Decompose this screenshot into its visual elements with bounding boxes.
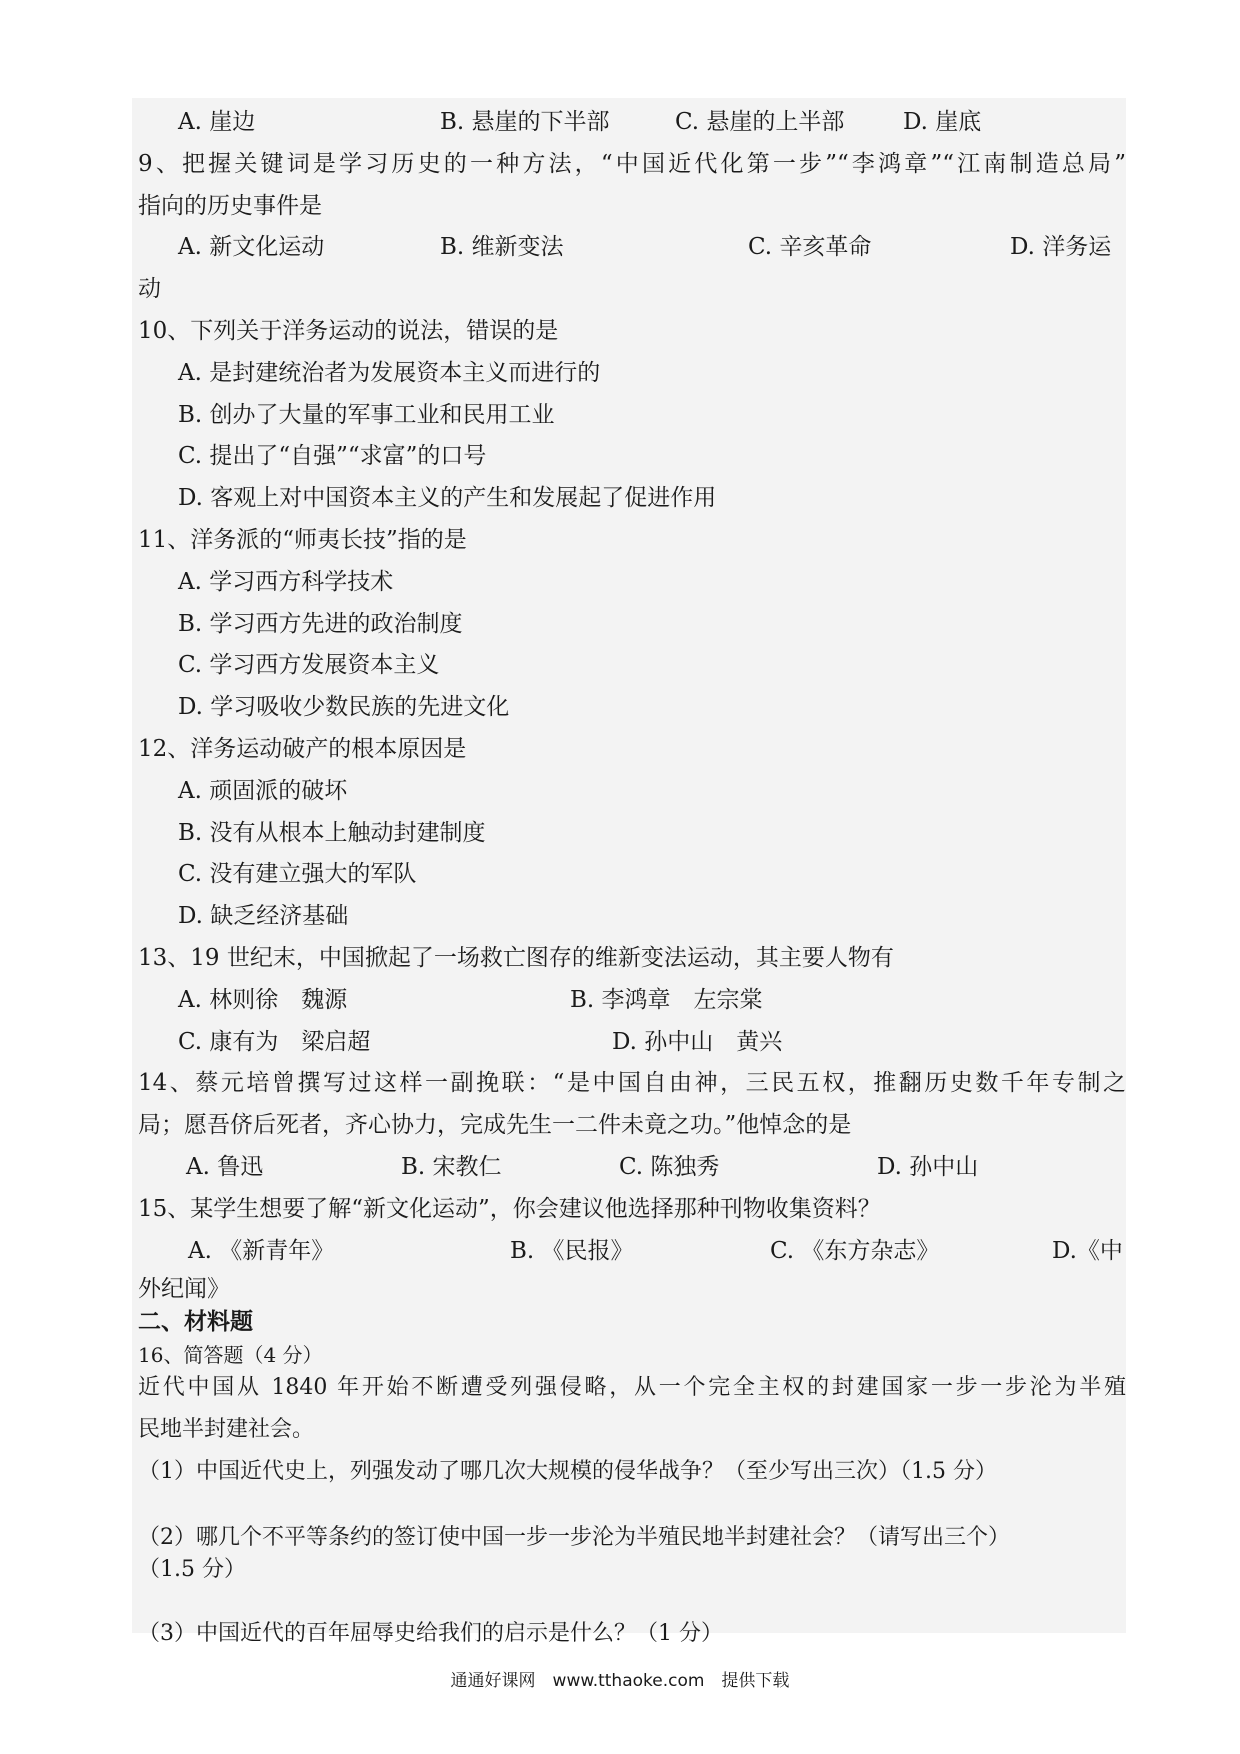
q14-option-b: B. 宋教仁	[401, 1153, 502, 1180]
q11-stem: 11、洋务派的“师夷长技”指的是	[138, 526, 467, 553]
q9-option-a: A. 新文化运动	[178, 234, 325, 261]
q13-stem: 13、19 世纪末，中国掀起了一场救亡图存的维新变法运动，其主要人物有	[138, 944, 894, 971]
q11-option-b: B. 学习西方先进的政治制度	[178, 610, 463, 637]
q16-sub3: （3）中国近代的百年屈辱史给我们的启示是什么？（1 分）	[138, 1621, 723, 1647]
q8-options	[138, 102, 1126, 144]
q10-option-b: B. 创办了大量的军事工业和民用工业	[178, 401, 555, 428]
q15-option-a: A. 《新青年》	[188, 1237, 335, 1264]
q16-sub2-score: （1.5 分）	[138, 1557, 246, 1583]
q8-option-c: C. 悬崖的上半部	[675, 109, 845, 135]
q13-option-c: C. 康有为 梁启超	[178, 1028, 371, 1055]
q9-option-b: B. 维新变法	[440, 234, 564, 261]
q9-options	[138, 227, 1126, 269]
q8-option-a: A. 崖边	[178, 109, 256, 135]
q16-header: 16、简答题（4 分）	[138, 1343, 323, 1368]
q10-option-d: D. 客观上对中国资本主义的产生和发展起了促进作用	[178, 485, 717, 512]
q11-option-c: C. 学习西方发展资本主义	[178, 652, 440, 679]
q9-option-d-wrap: 动	[138, 276, 161, 303]
footer-credit: 通通好课网 www.tthaoke.com 提供下载	[450, 1671, 790, 1691]
q10-option-a: A. 是封建统治者为发展资本主义而进行的	[178, 359, 601, 386]
q13-option-a: A. 林则徐 魏源	[178, 986, 348, 1013]
q12-option-b: B. 没有从根本上触动封建制度	[178, 819, 486, 846]
q14-stem-cont: 局；愿吾侪后死者，齐心协力，完成先生一二件未竟之功。”他悼念的是	[138, 1112, 852, 1139]
q8-option-b: B. 悬崖的下半部	[440, 109, 610, 135]
section-title-materials: 二、材料题	[138, 1308, 253, 1336]
q14-stem: 14、蔡元培曾撰写过这样一副挽联：“是中国自由神，三民五权，推翻历史数千年专制之	[138, 1070, 1126, 1097]
q10-option-c: C. 提出了“自强”“求富”的口号	[178, 443, 487, 470]
q15-option-c: C. 《东方杂志》	[770, 1237, 940, 1264]
q9-option-d: D. 洋务运	[1010, 234, 1112, 261]
q13-option-b: B. 李鸿章 左宗棠	[570, 986, 763, 1013]
q13-options-row2	[138, 1022, 1126, 1064]
q16-material-cont: 民地半封建社会。	[138, 1417, 315, 1443]
q15-stem: 15、某学生想要了解“新文化运动”，你会建议他选择那种刊物收集资料？	[138, 1195, 881, 1222]
q14-options	[138, 1147, 1126, 1189]
q16-material: 近代中国从 1840 年开始不断遭受列强侵略，从一个完全主权的封建国家一步一步沦为半殖	[138, 1375, 1126, 1401]
q13-option-d: D. 孙中山 黄兴	[612, 1028, 783, 1055]
q8-option-d: D. 崖底	[903, 109, 982, 135]
q9-option-c: C. 辛亥革命	[748, 234, 872, 261]
q14-option-a: A. 鲁迅	[186, 1153, 264, 1180]
q13-options-row1	[138, 980, 1126, 1022]
q11-option-d: D. 学习吸收少数民族的先进文化	[178, 694, 510, 721]
q12-option-d: D. 缺乏经济基础	[178, 903, 349, 930]
q9-stem-cont: 指向的历史事件是	[138, 192, 322, 219]
q15-options	[138, 1231, 1126, 1273]
q15-option-d: D.《中	[1052, 1237, 1123, 1264]
q9-stem: 9、把握关键词是学习历史的一种方法，“中国近代化第一步”“李鸿章”“江南制造总局”	[138, 150, 1126, 177]
q16-sub1: （1）中国近代史上，列强发动了哪几次大规模的侵华战争？（至少写出三次）（1.5 分）	[138, 1459, 997, 1485]
q10-stem: 10、下列关于洋务运动的说法，错误的是	[138, 317, 559, 344]
exam-document	[138, 102, 1126, 1650]
q14-option-c: C. 陈独秀	[619, 1153, 720, 1180]
q15-option-d-wrap: 外纪闻》	[138, 1276, 230, 1303]
q16-sub2: （2）哪几个不平等条约的签订使中国一步一步沦为半殖民地半封建社会？（请写出三个）	[138, 1525, 1011, 1551]
q12-option-c: C. 没有建立强大的军队	[178, 861, 417, 888]
q14-option-d: D. 孙中山	[877, 1153, 979, 1180]
q11-option-a: A. 学习西方科学技术	[178, 568, 394, 595]
q12-option-a: A. 顽固派的破坏	[178, 777, 348, 804]
q15-option-b: B. 《民报》	[510, 1237, 634, 1264]
q12-stem: 12、洋务运动破产的根本原因是	[138, 735, 467, 762]
